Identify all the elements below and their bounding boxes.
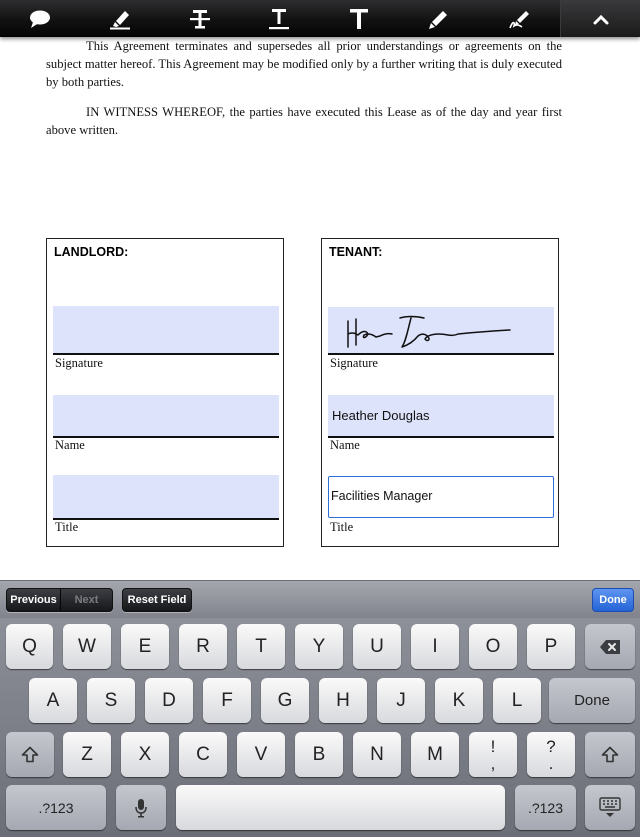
tenant-signature-label: Signature bbox=[330, 356, 378, 370]
key-bottom-char: . bbox=[548, 753, 554, 773]
collapse-toolbar-button[interactable] bbox=[560, 0, 640, 37]
text-icon bbox=[348, 8, 370, 30]
annotation-toolbar bbox=[0, 0, 640, 37]
on-screen-keyboard bbox=[0, 618, 640, 837]
highlight-tool-button[interactable] bbox=[90, 0, 150, 37]
key-b[interactable]: B bbox=[295, 732, 343, 777]
signature-tool-button[interactable] bbox=[490, 0, 550, 37]
key-top-char: ? bbox=[546, 736, 556, 756]
comment-icon bbox=[28, 9, 52, 29]
key-question-period[interactable] bbox=[527, 732, 575, 777]
tenant-heading: TENANT: bbox=[329, 245, 383, 259]
numbers-key-left[interactable]: .?123 bbox=[6, 785, 106, 830]
dictation-key[interactable] bbox=[116, 785, 166, 830]
key-o[interactable]: O bbox=[469, 624, 517, 669]
key-i[interactable]: I bbox=[411, 624, 459, 669]
key-exclamation-comma[interactable] bbox=[469, 732, 517, 777]
previous-field-button[interactable]: Previous bbox=[10, 594, 57, 606]
comment-tool-button[interactable] bbox=[10, 0, 70, 37]
text-tool-button[interactable] bbox=[329, 0, 389, 37]
key-h[interactable]: H bbox=[319, 678, 367, 723]
tenant-name-label: Name bbox=[330, 438, 360, 452]
landlord-title-field[interactable] bbox=[53, 475, 279, 518]
strikethrough-icon bbox=[189, 8, 211, 30]
microphone-icon bbox=[134, 798, 148, 818]
tenant-name-field[interactable] bbox=[328, 395, 554, 436]
tenant-title-field[interactable] bbox=[328, 476, 554, 518]
key-f[interactable]: F bbox=[203, 678, 251, 723]
key-e[interactable]: E bbox=[121, 624, 169, 669]
key-k[interactable]: K bbox=[435, 678, 483, 723]
shift-key-left[interactable] bbox=[6, 732, 54, 777]
key-g[interactable]: G bbox=[261, 678, 309, 723]
space-key[interactable] bbox=[176, 785, 505, 830]
key-u[interactable]: U bbox=[353, 624, 401, 669]
key-j[interactable]: J bbox=[377, 678, 425, 723]
tenant-name-value: Heather Douglas bbox=[332, 408, 430, 423]
key-z[interactable]: Z bbox=[63, 732, 111, 777]
landlord-signature-label: Signature bbox=[55, 356, 103, 370]
divider bbox=[53, 436, 279, 438]
landlord-title-label: Title bbox=[55, 520, 79, 534]
key-n[interactable]: N bbox=[353, 732, 401, 777]
numbers-key-right[interactable]: .?123 bbox=[515, 785, 576, 830]
key-a[interactable]: A bbox=[29, 678, 77, 723]
key-m[interactable]: M bbox=[411, 732, 459, 777]
agreement-paragraph: This Agreement terminates and supersedes all prior understandings or agreements on the subject matter hereof. This Agreement may be modified only by a further writing that is duly executed by both parties. bbox=[46, 39, 562, 89]
key-c[interactable]: C bbox=[179, 732, 227, 777]
backspace-key[interactable] bbox=[585, 624, 635, 669]
underline-icon bbox=[268, 8, 290, 30]
tenant-title-label: Title bbox=[330, 520, 354, 534]
next-field-button[interactable]: Next bbox=[60, 589, 112, 611]
landlord-signature-block bbox=[46, 238, 284, 547]
landlord-name-field[interactable] bbox=[53, 395, 279, 436]
shift-key-right[interactable] bbox=[585, 732, 635, 777]
key-y[interactable]: Y bbox=[295, 624, 343, 669]
keyboard-hide-icon bbox=[598, 797, 622, 819]
key-x[interactable]: X bbox=[121, 732, 169, 777]
shift-icon bbox=[21, 746, 39, 763]
divider bbox=[53, 353, 279, 355]
divider bbox=[328, 353, 554, 355]
key-r[interactable]: R bbox=[179, 624, 227, 669]
key-s[interactable]: S bbox=[87, 678, 135, 723]
reset-field-group bbox=[122, 588, 192, 612]
pen-icon bbox=[427, 8, 449, 30]
handwritten-signature bbox=[328, 307, 554, 353]
landlord-signature-field[interactable] bbox=[53, 306, 279, 353]
hide-keyboard-key[interactable] bbox=[585, 785, 635, 830]
witness-paragraph: IN WITNESS WHEREOF, the parties have executed this Lease as of the day and year first above written. bbox=[46, 105, 562, 137]
shift-icon bbox=[601, 746, 619, 763]
landlord-name-label: Name bbox=[55, 438, 85, 452]
key-bottom-char: , bbox=[490, 753, 496, 773]
key-d[interactable]: D bbox=[145, 678, 193, 723]
highlighter-icon bbox=[108, 8, 132, 30]
key-v[interactable]: V bbox=[237, 732, 285, 777]
underline-tool-button[interactable] bbox=[249, 0, 309, 37]
form-accessory-bar bbox=[0, 580, 640, 618]
tenant-title-value: Facilities Manager bbox=[331, 489, 433, 503]
key-l[interactable]: L bbox=[493, 678, 541, 723]
pen-tool-button[interactable] bbox=[408, 0, 468, 37]
key-w[interactable]: W bbox=[63, 624, 111, 669]
reset-field-button[interactable]: Reset Field bbox=[127, 594, 187, 606]
done-button[interactable]: Done bbox=[592, 588, 634, 612]
key-p[interactable]: P bbox=[527, 624, 575, 669]
key-t[interactable]: T bbox=[237, 624, 285, 669]
strikethrough-tool-button[interactable] bbox=[170, 0, 230, 37]
divider bbox=[53, 518, 279, 520]
backspace-icon bbox=[599, 639, 621, 655]
key-q[interactable]: Q bbox=[6, 624, 53, 669]
landlord-heading: LANDLORD: bbox=[54, 245, 129, 259]
tenant-signature-block bbox=[321, 238, 559, 547]
tenant-signature-field[interactable] bbox=[328, 307, 554, 353]
key-top-char: ! bbox=[490, 736, 496, 756]
divider bbox=[328, 436, 554, 438]
chevron-up-icon bbox=[593, 13, 609, 25]
field-navigation bbox=[6, 588, 113, 612]
done-key[interactable]: Done bbox=[549, 678, 635, 723]
signature-pen-icon bbox=[508, 8, 532, 30]
